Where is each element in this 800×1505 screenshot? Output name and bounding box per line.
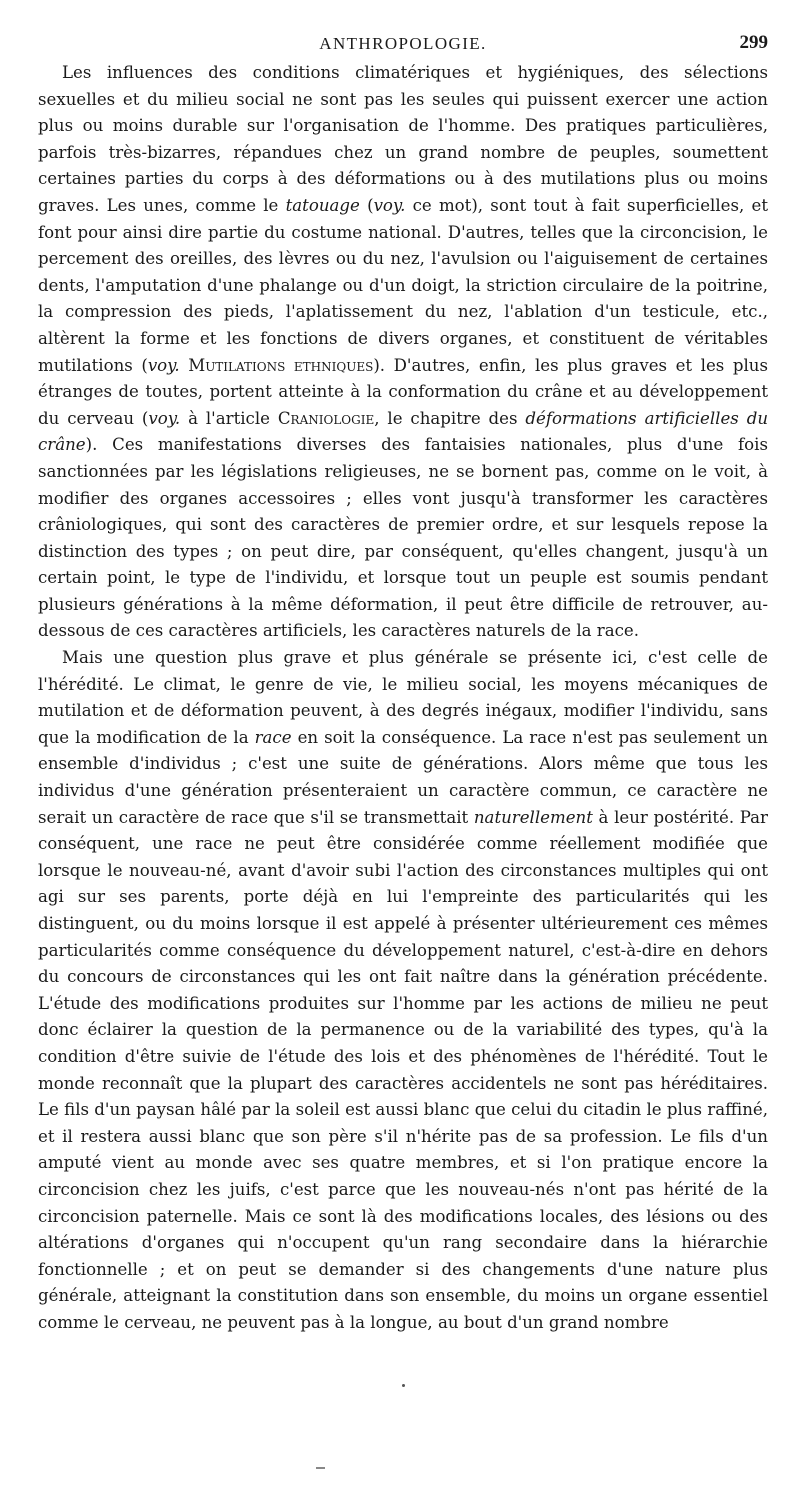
small-caps-reference: Mutilations ethniques (188, 355, 374, 375)
text-run: Mais une question plus grave et plus générale se présente ici, c'est celle de l'hérédité. Le climat, le genre de vie, le milieu social, les moyens mécaniques de mutilation et de déformation peuvent, à des degrés inégaux, modifier l'individu, sans que la modification de la (38, 648, 768, 747)
text-run: ( (359, 195, 374, 215)
text-run: en soit la conséquence. La race n'est pas seulement un ensemble d'individus ; c'est une suite de générations. Alors même que tous les individus d'une génération présenteraient un caractère commun, ce caractère ne serait un caractère de race que s'il se transmettait (38, 727, 768, 827)
italic-term: race (254, 727, 292, 747)
text-run: ). D'autres, enfin, les plus graves et les plus étranges de toutes, portent atteinte à la conformation du crâne et au développement du cerveau ( (38, 355, 769, 428)
print-mark (316, 1467, 325, 1469)
paragraph-1 (38, 60, 768, 645)
italic-term: tatouage (285, 195, 360, 215)
italic-voy: voy. (148, 408, 181, 428)
book-page (38, 30, 768, 1337)
page-number: 299 (739, 32, 768, 53)
italic-voy: voy. (147, 355, 180, 375)
text-run: à leur postérité. Par conséquent, une race ne peut être considérée comme réellement modifiée que lorsque le nouveau-né, avant d'avoir subi l'action des circonstances multiples qui ont agi sur ses parents, porte déjà en lui l'empreinte des particularités qui les distinguent, ou du moins lorsque il est appelé à présenter ultérieurement ces mêmes particularités comme conséquence du développement naturel, c'est-à-dire en dehors du concours de circonstances qui les ont fait naître dans la génération précédente. L'étude des modifications produites sur l'homme par les actions de milieu ne peut donc éclairer la question de la permanence ou de la variabilité des types, qu'à la condition d'être suivie de l'étude des lois et des phénomènes de l'hérédité. Tout le monde reconnaît que la plupart des caractères accidentels ne sont pas héréditaires. Le fils d'un paysan hâlé par la soleil est aussi blanc que celui du citadin le plus raffiné, et il restera aussi blanc que son père s'il n'hérite pas de sa profession. Le fils d'un amputé vient au monde avec ses quatre membres, et si l'on pratique encore la circoncision chez les juifs, c'est parce que les nouveau-nés n'ont pas hérité de la circoncision paternelle. Mais ce sont là des modifications locales, des lésions ou des altérations d'organes qui n'occupent qu'un rang secondaire dans la hiérarchie fonctionnelle ; et on peut se demander si des changements d'une nature plus générale, atteignant la constitution dans son ensemble, du moins un organe essentiel comme le cerveau, ne peuvent pas à la longue, au bout d'un grand nombre (38, 807, 768, 1332)
text-run (180, 356, 189, 375)
print-speck (402, 1384, 405, 1387)
text-run: ). Ces manifestations diverses des fantaisies nationales, plus d'une fois sanctionnées par les législations religieuses, ne se bornent pas, comme on le voit, à modifier des organes accessoires ; elles vont jusqu'à transformer les caractères crâniologiques, qui sont des caractères de premier ordre, et sur lesquels repose la distinction des types ; on peut dire, par conséquent, qu'elles changent, jusqu'à un certain point, le type de l'individu, et lorsque tout un peuple est soumis pendant plusieurs générations à la même déformation, il peut être difficile de retrouver, au-dessous de ces caractères artificiels, les caractères naturels de la race. (38, 435, 768, 641)
italic-term: naturellement (473, 807, 593, 827)
small-caps-reference: Craniologie (277, 408, 375, 428)
page-header (38, 30, 768, 60)
italic-voy: voy. (373, 195, 406, 215)
italic-chapter-title: déformations artificielles du crâne (38, 408, 769, 455)
text-run: ce mot), sont tout à fait superficielles, et font pour ainsi dire partie du costume national. D'autres, telles que la circoncision, le percement des oreilles, des lèvres ou du nez, l'avulsion ou l'aiguisement de certaines dents, l'amputation d'une phalange ou d'un doigt, la striction circulaire de la poitrine, la compression des pieds, l'aplatissement du nez, l'ablation d'un testicule, etc., altèrent la forme et les fonctions de divers organes, et constituent de véritables mutilations ( (38, 195, 768, 375)
paragraph-2 (38, 645, 768, 1336)
running-head: ANTHROPOLOGIE. (319, 34, 487, 53)
text-run: à l'article (180, 408, 278, 428)
text-run: Les influences des conditions climatériques et hygiéniques, des sélections sexuelles et du milieu social ne sont pas les seules qui puissent exercer une action plus ou moins durable sur l'organisation de l'homme. Des pratiques particulières, parfois très-bizarres, répandues chez un grand nombre de peuples, soumettent certaines parties du corps à des déformations ou à des mutilations plus ou moins graves. Les unes, comme le (38, 63, 768, 215)
text-run: , le chapitre des (374, 408, 526, 428)
